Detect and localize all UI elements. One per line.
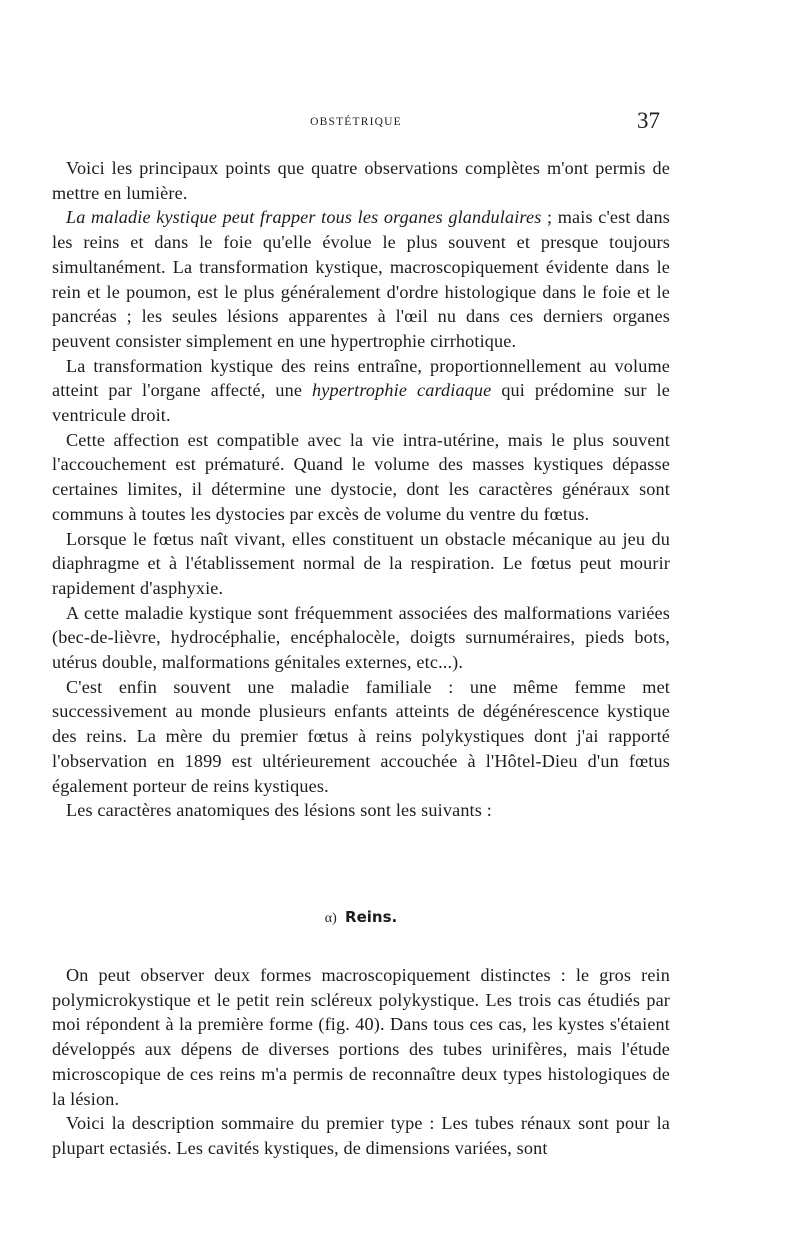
paragraph-text: qui prédomine sur le ventricule droit.: [52, 380, 670, 426]
section-title: Reins.: [345, 908, 398, 926]
paragraph: A cette maladie kystique sont fréquemment associées des malformations variées (bec-de-lièvre, hydrocéphalie, encéphalocèle, doigts surnuméraires, pieds bots, utérus double, malformations génitales externes, etc...).: [52, 602, 670, 673]
italic-phrase: hypertrophie cardiaque: [312, 380, 492, 401]
paragraph: [52, 354, 670, 428]
running-head: OBSTÉTRIQUE: [310, 116, 402, 128]
paragraph: Voici les principaux points que quatre observations complètes m'ont permis de mettre en lumière.: [52, 158, 670, 203]
section-marker: α): [324, 911, 337, 926]
paragraph: Lorsque le fœtus naît vivant, elles constituent un obstacle mécanique au jeu du diaphragme et à l'établissement normal de la respiration. Le fœtus peut mourir rapidement d'asphyxie.: [52, 528, 670, 598]
paragraph: C'est enfin souvent une maladie familiale : une même femme met successivement au monde plusieurs enfants atteints de dégénérescence kystique des reins. La mère du premier fœtus à reins polykystiques dont j'ai rapporté l'observation en 1899 est ultérieurement accouchée à l'Hôtel-Dieu d'un fœtus également porteur de reins kystiques.: [52, 676, 670, 796]
paragraph: Cette affection est compatible avec la vie intra-utérine, mais le plus souvent l'accouchement est prématuré. Quand le volume des masses kystiques dépasse certaines limites, il détermine une dystocie, dont les caractères généraux sont communs à toutes les dystocies par excès de volume du ventre du fœtus.: [52, 429, 670, 524]
body-text-block: [52, 156, 670, 823]
paragraph-text: ; mais c'est dans les reins et dans le foie qu'elle évolue le plus souvent et presque toujours simultanément. La transformation kystique, macroscopiquement évidente dans le rein et le poumon, est le plus généralement d'ordre histologique dans le foie et le pancréas ; les seules lésions apparentes à l'œil nu dans ces derniers organes peuvent consister simplement en une hypertrophie cirrhotique.: [52, 207, 670, 351]
paragraph-text: La transformation kystique des reins entraîne, proportionnellement au volume atteint par l'organe affecté, une: [52, 355, 670, 401]
paragraph: On peut observer deux formes macroscopiquement distinctes : le gros rein polymicrokystique et le petit rein scléreux polykystique. Les trois cas étudiés par moi répondent à la première forme (fig. 40). Dans tous ces cas, les kystes s'étaient développés aux dépens de diverses portions des tubes urinifères, mais l'étude microscopique de ces reins m'a permis de reconnaître deux types histologiques de la lésion.: [52, 965, 670, 1109]
body-text-block: [52, 963, 670, 1161]
page-number: 37: [637, 108, 660, 133]
paragraph: Les caractères anatomiques des lésions sont les suivants :: [66, 800, 492, 821]
paragraph: [52, 205, 670, 353]
section-heading: [52, 907, 670, 927]
page-header: [52, 108, 660, 138]
italic-phrase: La maladie kystique peut frapper tous les organes glandulaires: [66, 207, 542, 228]
paragraph: Voici la description sommaire du premier type : Les tubes rénaux sont pour la plupart ectasiés. Les cavités kystiques, de dimensions variées, sont: [52, 1113, 670, 1158]
